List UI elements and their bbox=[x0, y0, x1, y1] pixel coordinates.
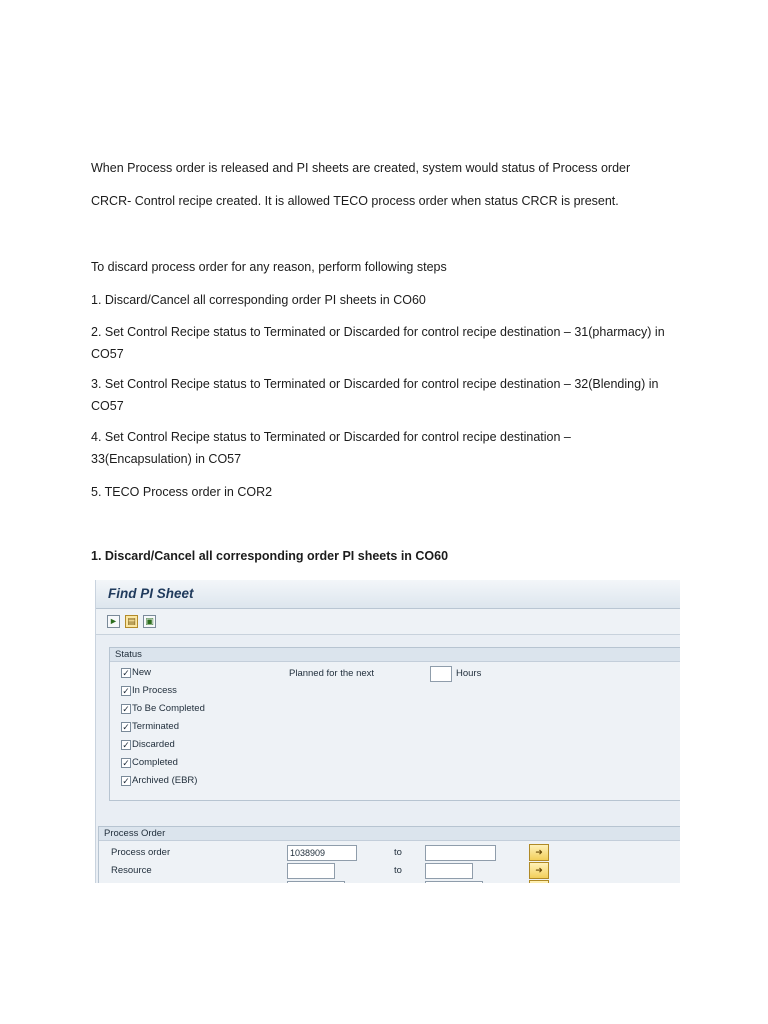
planned-hours-field[interactable] bbox=[430, 666, 452, 682]
next-row-multiple-selection-icon[interactable] bbox=[529, 880, 549, 883]
checkbox-row-to-be-completed[interactable]: ✓ To Be Completed bbox=[122, 703, 205, 714]
status-group-header: Status bbox=[110, 648, 680, 662]
section-heading-step-1: 1. Discard/Cancel all corresponding order PI sheets in CO60 bbox=[91, 549, 449, 563]
paragraph-status-intro: When Process order is released and PI sheets are created, system would status of Process order bbox=[91, 161, 631, 175]
paragraph-discard-intro: To discard process order for any reason, perform following steps bbox=[91, 260, 447, 274]
status-group bbox=[109, 647, 680, 801]
sap-title-bar bbox=[96, 580, 680, 609]
checkbox-row-in-process[interactable]: ✓ In Process bbox=[122, 685, 177, 696]
process-order-from-field[interactable]: 1038909 bbox=[287, 845, 357, 861]
get-variant-icon[interactable]: ▤ bbox=[125, 615, 138, 628]
checkbox-archived[interactable]: ✓ bbox=[122, 776, 130, 786]
step-1: 1. Discard/Cancel all corresponding order PI sheets in CO60 bbox=[91, 293, 426, 307]
process-order-group bbox=[98, 826, 680, 883]
resource-label: Resource bbox=[111, 865, 152, 876]
next-row-to-field[interactable] bbox=[425, 881, 483, 883]
next-row-from-field[interactable] bbox=[287, 881, 345, 883]
resource-from-field[interactable] bbox=[287, 863, 335, 879]
step-2: 2. Set Control Recipe status to Terminated or Discarded for control recipe destination – 31(pharmacy) in CO57 bbox=[91, 325, 665, 361]
checkbox-row-archived[interactable]: ✓ Archived (EBR) bbox=[122, 775, 198, 786]
checkbox-discarded[interactable]: ✓ bbox=[122, 740, 130, 750]
checkbox-row-new[interactable]: ✓ New bbox=[122, 667, 152, 678]
sap-toolbar bbox=[96, 609, 680, 635]
planned-for-next-label: Planned for the next bbox=[289, 668, 375, 679]
process-order-label: Process order bbox=[111, 847, 171, 858]
step-3: 3. Set Control Recipe status to Terminated or Discarded for control recipe destination – 32(Blending) in CO57 bbox=[91, 377, 659, 413]
paragraph-crcr: CRCR- Control recipe created. It is allowed TECO process order when status CRCR is present. bbox=[91, 194, 619, 208]
checkbox-completed[interactable]: ✓ bbox=[122, 758, 130, 768]
hours-label: Hours bbox=[456, 668, 482, 679]
process-order-multiple-selection-icon[interactable]: ➜ bbox=[529, 844, 549, 861]
resource-multiple-selection-icon[interactable]: ➜ bbox=[529, 862, 549, 879]
checkbox-to-be-completed[interactable]: ✓ bbox=[122, 704, 130, 714]
execute-icon[interactable]: ► bbox=[107, 615, 120, 628]
sap-find-pi-sheet-screen bbox=[95, 580, 680, 883]
checkbox-in-process[interactable]: ✓ bbox=[122, 686, 130, 696]
process-order-group-header: Process Order bbox=[99, 827, 680, 841]
checkbox-row-completed[interactable]: ✓ Completed bbox=[122, 757, 178, 768]
checkbox-terminated[interactable]: ✓ bbox=[122, 722, 130, 732]
checkbox-new[interactable]: ✓ bbox=[122, 668, 130, 678]
sap-screen-title: Find PI Sheet bbox=[108, 586, 194, 601]
step-5: 5. TECO Process order in COR2 bbox=[91, 485, 273, 499]
resource-to-field[interactable] bbox=[425, 863, 473, 879]
checkbox-row-discarded[interactable]: ✓ Discarded bbox=[122, 739, 175, 750]
process-order-to-label: to bbox=[394, 847, 402, 858]
process-order-to-field[interactable] bbox=[425, 845, 496, 861]
step-4: 4. Set Control Recipe status to Terminated or Discarded for control recipe destination – 33(Encapsulation) in CO57 bbox=[91, 430, 571, 466]
checkbox-row-terminated[interactable]: ✓ Terminated bbox=[122, 721, 179, 732]
resource-to-label: to bbox=[394, 865, 402, 876]
save-variant-icon[interactable]: ▣ bbox=[143, 615, 156, 628]
